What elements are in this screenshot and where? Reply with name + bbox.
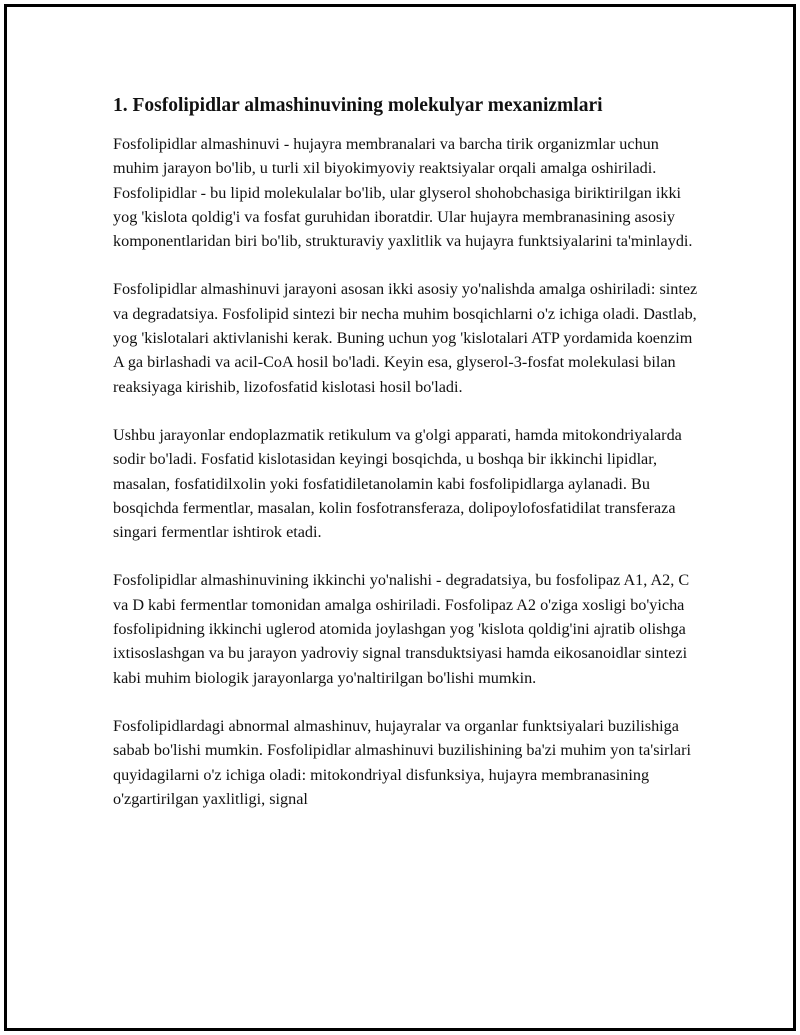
paragraph-4: Fosfolipidlar almashinuvining ikkinchi yo'nalishi - degradatsiya, bu fosfolipaz A1, A2, C va D kabi fermentlar tomonidan amalga oshiriladi. Fosfolipaz A2 o'ziga xosligi bo'yicha fosfolipidning ikkinchi uglerod atomida joylashgan yog 'kislota qoldig'ini ajratib olishga ixtisoslashgan va bu jarayon yadroviy signal transduktsiyasi hamda eikosanoidlar sintezi kabi muhim biologik jarayonlarga yo'naltirilgan bo'lishi mumkin. xyxy=(113,571,690,687)
paragraph-1: Fosfolipidlar almashinuvi - hujayra membranalari va barcha tirik organizmlar uchun muhim jarayon bo'lib, u turli xil biyokimyoviy reaktsiyalar orqali amalga oshiriladi. Fosfolipidlar - bu lipid molekulalar bo'lib, ular glyserol shohobchasiga biriktirilgan ikki yog 'kislota qoldig'i va fosfat guruhidan iboratdir. Ular hujayra membranasining asosiy komponentlaridan biri bo'lib, strukturaviy yaxlitlik va hujayra funktsiyalarini ta'minlaydi. xyxy=(113,135,693,251)
document-body xyxy=(113,93,698,835)
paragraph-5: Fosfolipidlardagi abnormal almashinuv, hujayralar va organlar funktsiyalari buzilishiga sabab bo'lishi mumkin. Fosfolipidlar almashinuvi buzilishining ba'zi muhim yon ta'sirlari quyidagilarni o'z ichiga oladi: mitokondriyal disfunksiya, hujayra membranasining o'zgartirilgan yaxlitligi, signal xyxy=(113,716,691,808)
paragraph-2: Fosfolipidlar almashinuvi jarayoni asosan ikki asosiy yo'nalishda amalga oshiriladi: sintez va degradatsiya. Fosfolipid sintezi bir necha muhim bosqichlarni o'z ichiga oladi. Dastlab, yog 'kislotalari aktivlanishi kerak. Buning uchun yog 'kislotalari ATP yordamida koenzim A ga birlashadi va acil-CoA hosil bo'ladi. Keyin esa, glyserol-3-fosfat molekulasi bilan reaksiyaga kirishib, lizofosfatid kislotasi hosil bo'ladi. xyxy=(113,280,698,396)
paragraph-3: Ushbu jarayonlar endoplazmatik retikulum va g'olgi apparati, hamda mitokondriyalarda sodir bo'ladi. Fosfatid kislotasidan keyingi bosqichda, u boshqa bir ikkinchi lipidlar, masalan, fosfatidilxolin yoki fosfatidiletanolamin kabi fosfolipidlarga aylanadi. Bu bosqichda fermentlar, masalan, kolin fosfotransferaza, dolipoylofosfatidilat transferaza singari fermentlar ishtirok etadi. xyxy=(113,425,682,542)
section-heading: 1. Fosfolipidlar almashinuvining molekulyar mexanizmlari xyxy=(113,95,603,116)
